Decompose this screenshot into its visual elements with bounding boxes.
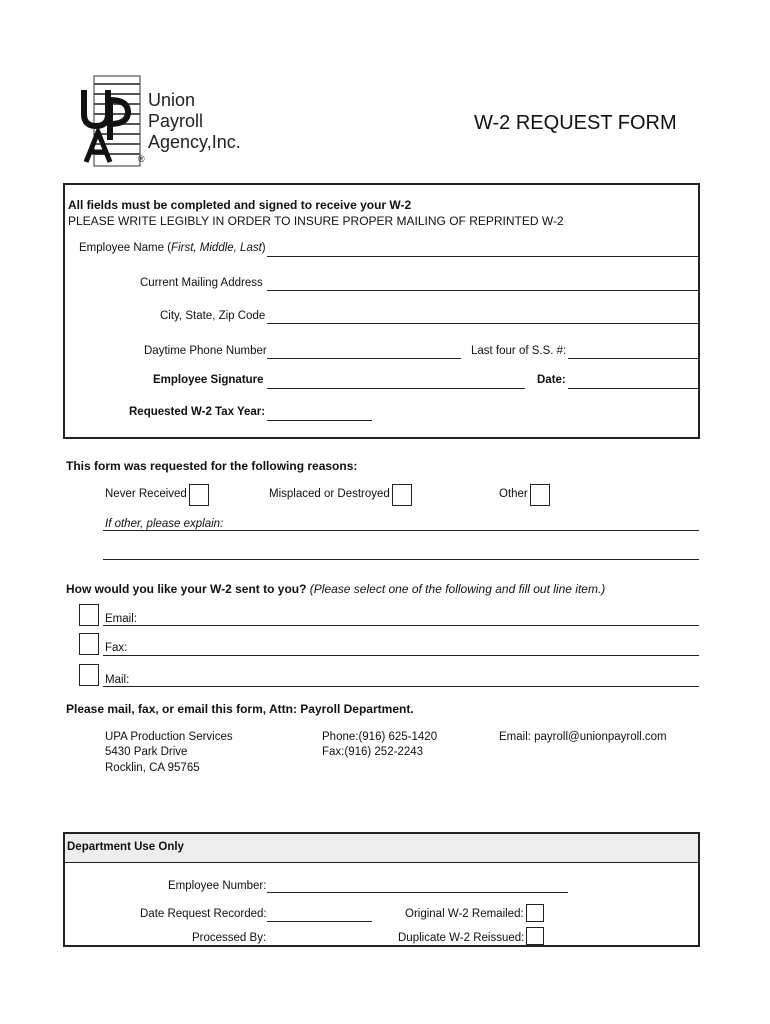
explain-field-line-1[interactable] [103, 530, 699, 531]
mailing-address-label: Current Mailing Address [140, 277, 263, 289]
contact-fax: Fax:(916) 252-2243 [322, 746, 424, 758]
employee-number-field[interactable] [267, 892, 568, 893]
reasons-heading: This form was requested for the following reasons: [66, 459, 358, 473]
mail-label: Mail: [105, 674, 130, 686]
city-state-zip-label: City, State, Zip Code [160, 310, 266, 322]
date-field[interactable] [568, 388, 698, 389]
department-heading: Department Use Only [67, 841, 184, 853]
mail-field[interactable] [103, 686, 699, 687]
processed-by-label: Processed By: [192, 932, 267, 944]
mail-checkbox[interactable] [79, 664, 99, 686]
logo-line-union: Union [148, 90, 196, 110]
never-received-checkbox[interactable] [189, 484, 209, 506]
contact-email: Email: payroll@unionpayroll.com [499, 731, 667, 743]
instruction-required: All fields must be completed and signed to receive your W-2 [68, 198, 412, 212]
original-remailed-checkbox[interactable] [526, 904, 544, 922]
city-state-zip-field[interactable] [267, 323, 698, 324]
logo-line-payroll: Payroll [148, 111, 204, 131]
explain-field-line-2[interactable] [103, 559, 699, 560]
employee-name-label: Employee Name (First, Middle, Last) [79, 242, 266, 254]
employee-name-field[interactable] [267, 256, 698, 257]
registered-mark: ® [138, 154, 145, 164]
other-label: Other [499, 488, 528, 500]
email-checkbox[interactable] [79, 604, 99, 626]
contact-heading: Please mail, fax, or email this form, Attn: Payroll Department. [66, 702, 414, 716]
duplicate-reissued-label: Duplicate W-2 Reissued: [398, 932, 525, 944]
contact-address-line-2: 5430 Park Drive [105, 746, 188, 758]
original-remailed-label: Original W-2 Remailed: [405, 908, 524, 920]
contact-address-line-3: Rocklin, CA 95765 [105, 762, 200, 774]
logo-line-agency: Agency,Inc. [148, 132, 241, 152]
misplaced-checkbox[interactable] [392, 484, 412, 506]
date-recorded-label: Date Request Recorded: [140, 908, 267, 920]
fax-field[interactable] [103, 655, 699, 656]
duplicate-reissued-checkbox[interactable] [526, 927, 544, 945]
ssn-label: Last four of S.S. #: [471, 345, 567, 357]
phone-label: Daytime Phone Number [144, 345, 267, 357]
phone-field[interactable] [267, 358, 461, 359]
company-logo [80, 70, 270, 170]
contact-address-line-1: UPA Production Services [105, 731, 233, 743]
mailing-address-field[interactable] [267, 290, 698, 291]
employee-number-label: Employee Number: [168, 880, 267, 892]
explain-label: If other, please explain: [105, 518, 224, 530]
ssn-field[interactable] [568, 358, 698, 359]
signature-label: Employee Signature [153, 374, 264, 386]
instruction-legibly: PLEASE WRITE LEGIBLY IN ORDER TO INSURE PROPER MAILING OF REPRINTED W-2 [68, 214, 564, 228]
tax-year-label: Requested W-2 Tax Year: [129, 406, 266, 418]
date-recorded-field[interactable] [267, 921, 372, 922]
fax-label: Fax: [105, 642, 128, 654]
fax-checkbox[interactable] [79, 633, 99, 655]
delivery-heading: How would you like your W-2 sent to you? (Please select one of the following and fill out line item.) [66, 582, 606, 596]
signature-field[interactable] [267, 388, 525, 389]
email-field[interactable] [103, 625, 699, 626]
page-title: W-2 REQUEST FORM [474, 112, 677, 134]
other-checkbox[interactable] [530, 484, 550, 506]
never-received-label: Never Received [105, 488, 187, 500]
date-label: Date: [537, 374, 566, 386]
contact-phone: Phone:(916) 625-1420 [322, 731, 438, 743]
email-label: Email: [105, 613, 137, 625]
upa-logo-mark-icon [80, 70, 142, 168]
tax-year-field[interactable] [267, 420, 372, 421]
misplaced-label: Misplaced or Destroyed [269, 488, 390, 500]
